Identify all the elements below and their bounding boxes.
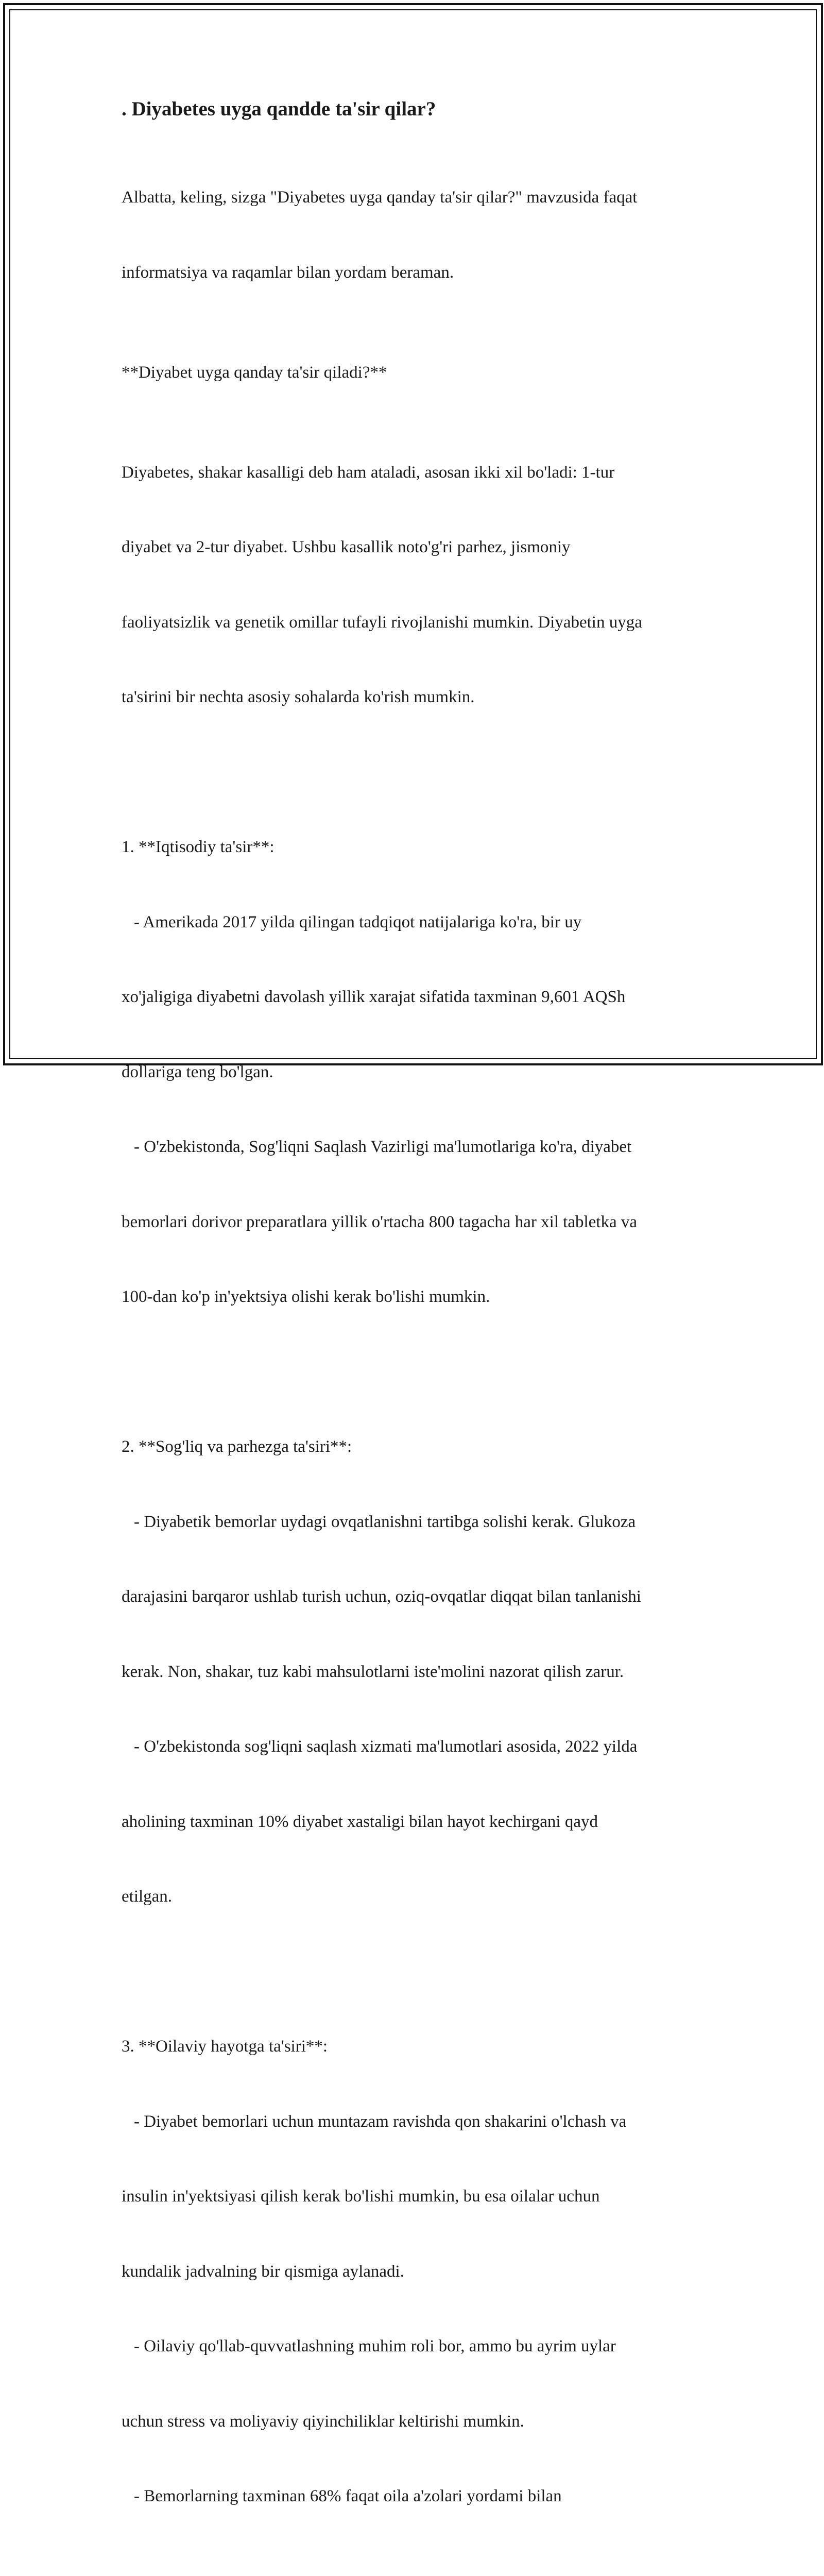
intro-paragraph — [122, 135, 714, 335]
section-line: etilgan. — [122, 1887, 173, 1906]
section-line: xo'jaligiga diyabetni davolash yillik xarajat sifatida taxminan 9,601 AQSh — [122, 988, 626, 1006]
section-line: - Bemorlarning taxminan 68% faqat oila a'zolari yordami bilan — [134, 2487, 562, 2505]
section-economic — [122, 785, 714, 1360]
overview-line: Diyabetes, shakar kasalligi deb ham ataladi, asosan ikki xil bo'ladi: 1-tur — [122, 463, 615, 482]
section-heading: 1. **Iqtisodiy ta'sir**: — [122, 838, 274, 856]
section-line: - Oilaviy qo'llab-quvvatlashning muhim roli bor, ammo bu ayrim uylar — [134, 2337, 616, 2355]
intro-line: informatsiya va raqamlar bilan yordam beraman. — [122, 263, 454, 282]
section-line: dollariga teng bo'lgan. — [122, 1062, 273, 1081]
overview-line: faoliyatsizlik va genetik omillar tufayli rivojlanishi mumkin. Diyabetin uyga — [122, 613, 642, 632]
intro-line: Albatta, keling, sizga "Diyabetes uyga qanday ta'sir qilar?" mavzusida faqat — [122, 188, 638, 207]
section-health-diet — [122, 1384, 714, 1959]
section-line: - O'zbekistonda sog'liqni saqlash xizmati ma'lumotlari asosida, 2022 yilda — [134, 1737, 638, 1756]
section-heading: 2. **Sog'liq va parhezga ta'siri**: — [122, 1437, 352, 1456]
section-line: kundalik jadvalning bir qismiga aylanadi. — [122, 2262, 404, 2281]
overview-paragraph — [122, 410, 714, 760]
section-line: insulin in'yektsiyasi qilish kerak bo'lishi mumkin, bu esa oilalar uchun — [122, 2187, 600, 2206]
overview-line: diyabet va 2-tur diyabet. Ushbu kasallik noto'g'ri parhez, jismoniy — [122, 538, 571, 556]
document-body — [122, 94, 714, 2576]
overview-line: ta'sirini bir nechta asosiy sohalarda ko'rish mumkin. — [122, 688, 475, 706]
section-line: - Diyabetik bemorlar uydagi ovqatlanishni tartibga solishi kerak. Glukoza — [134, 1512, 636, 1531]
section-family-life — [122, 1984, 714, 2559]
section-line: aholining taxminan 10% diyabet xastaligi bilan hayot kechirgani qayd — [122, 1812, 598, 1831]
section-line: uchun stress va moliyaviy qiyinchiliklar keltirishi mumkin. — [122, 2412, 524, 2431]
section-line: darajasini barqaror ushlab turish uchun, oziq-ovqatlar diqqat bilan tanlanishi — [122, 1587, 641, 1606]
section-heading: 3. **Oilaviy hayotga ta'siri**: — [122, 2037, 328, 2056]
section-line: kerak. Non, shakar, tuz kabi mahsulotlarni iste'molini nazorat qilish zarur. — [122, 1662, 624, 1681]
section-line: - Diyabet bemorlari uchun muntazam ravishda qon shakarini o'lchash va — [134, 2112, 627, 2131]
section-line: - Amerikada 2017 yilda qilingan tadqiqot natijalariga ko'ra, bir uy — [134, 912, 582, 931]
section-line: bemorlari dorivor preparatlara yillik o'rtacha 800 tagacha har xil tabletka va — [122, 1212, 638, 1231]
subheading: **Diyabet uyga qanday ta'sir qiladi?** — [122, 363, 387, 382]
section-line: - O'zbekistonda, Sog'liqni Saqlash Vazirligi ma'lumotlariga ko'ra, diyabet — [134, 1138, 632, 1156]
section-line: 100-dan ko'p in'yektsiya olishi kerak bo'lishi mumkin. — [122, 1287, 490, 1306]
document-title: . Diyabetes uyga qandde ta'sir qilar? — [122, 98, 436, 120]
